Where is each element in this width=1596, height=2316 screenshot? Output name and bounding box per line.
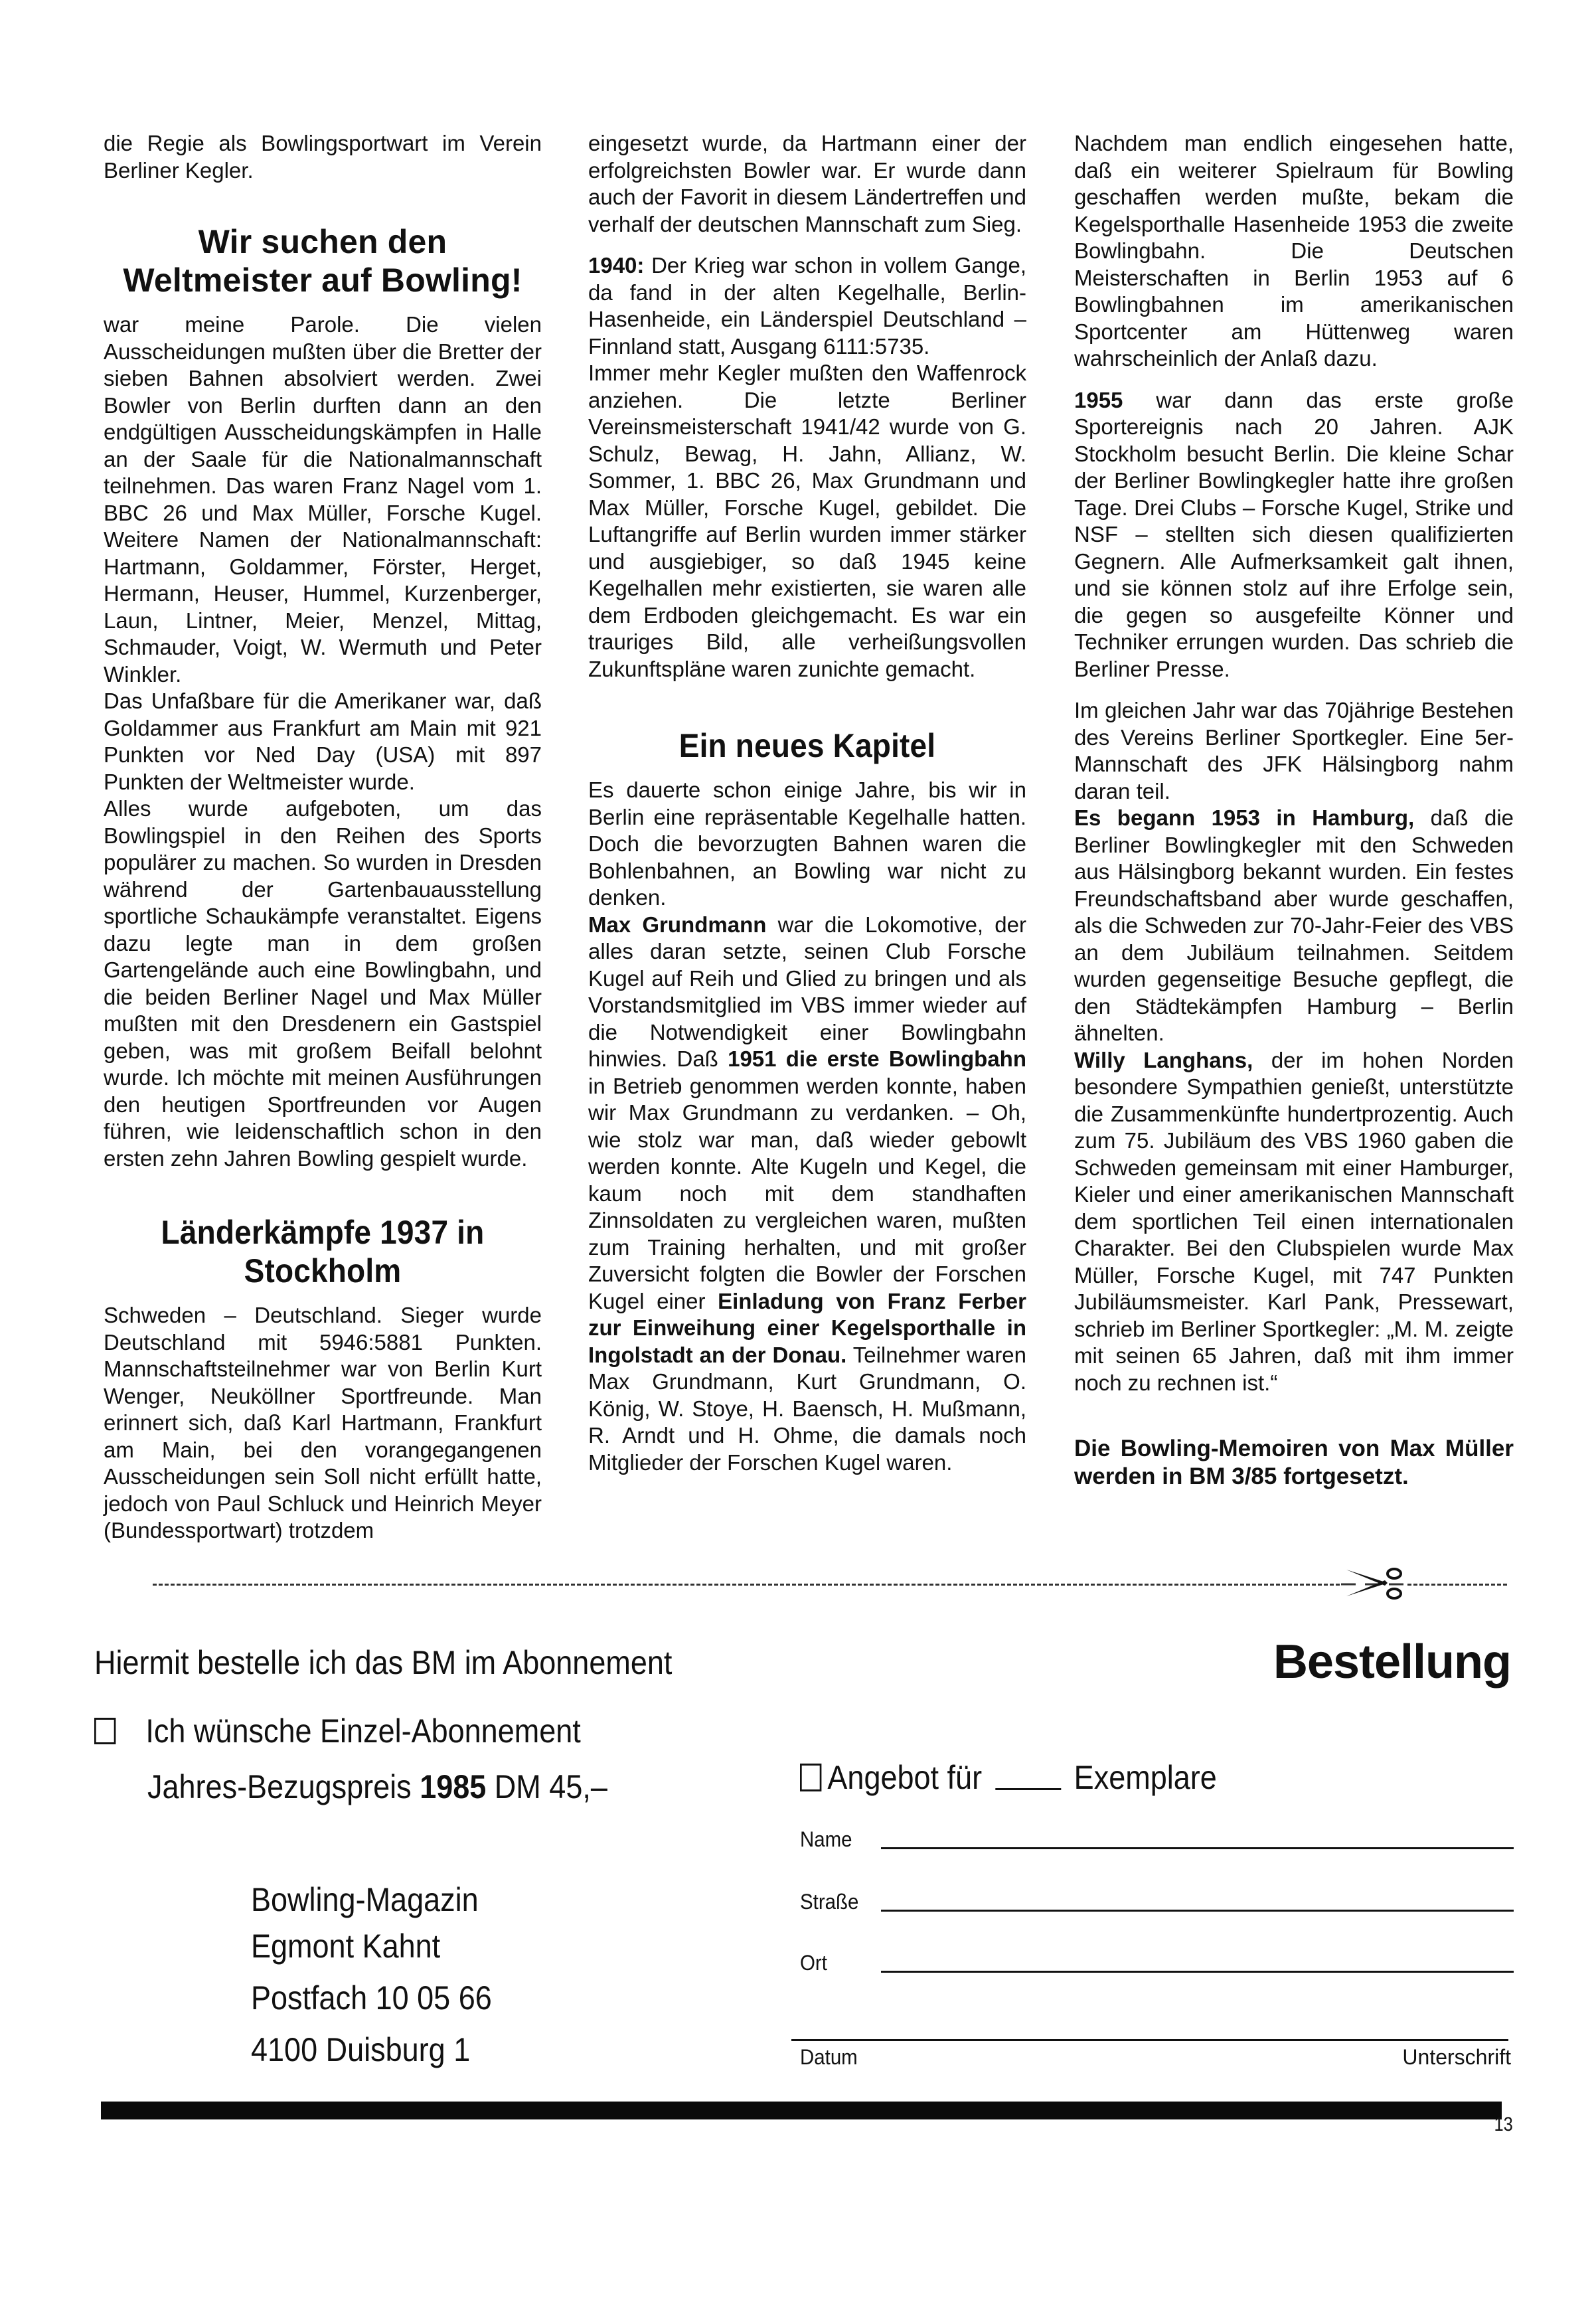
paragraph-1940: 1940: Der Krieg war schon in vollem Gange, da fand in der alten Kegelhalle, Berlin-Hasenheide, ein Länderspiel Deutschland – Finnland statt, Ausgang 6111:5735.: [588, 253, 1026, 359]
paragraph-grundmann: Max Grundmann war die Lokomotive, der alles daran setzte, seinen Club Forsche Kugel auf Reih und Glied zu bringen und als Vorstandsmitglied im VBS immer wieder auf die Notwendigkeit einer Bowlingbahn hinwies. Daß 1951 die erste Bowlingbahn in Betrieb genommen werden konnte, haben wir Max Grundmann zu verdanken. – Oh, wie stolz war man, daß wieder gebowlt werden konnte. Alte Kugeln und Kegel, die kaum noch mit dem standhaften Zinnsoldaten zu vergleichen waren, mußten zum Training herhalten, und mit großer Zuversicht folgten die Bowler der Forschen Kugel einer Einladung von Franz Ferber zur Einweihung einer Kegelsporthalle in Ingolstadt an der Donau. Teilnehmer waren Max Grundmann, Kurt Grundmann, O. König, W. Stoye, H. Baensch, H. Mußmann, R. Arndt und H. Ohme, die damals noch Mitglieder der Forschen Kugel waren.: [588, 912, 1026, 1475]
article-column-2: [588, 130, 1026, 1476]
single-subscription-label: Ich wünsche Einzel-Abonnement: [145, 1712, 581, 1750]
article-column-1: [104, 130, 542, 1544]
annual-price: Jahres-Bezugspreis 1985 DM 45,–: [147, 1768, 607, 1805]
checkbox-single-subscription[interactable]: [94, 1718, 116, 1744]
city-field[interactable]: Ort: [800, 1951, 1514, 1975]
order-heading: Bestellung: [1273, 1635, 1511, 1689]
article-column-3: [1074, 130, 1514, 1491]
order-title: Hiermit bestelle ich das BM im Abonnement: [94, 1644, 673, 1681]
single-subscription-option[interactable]: [94, 1712, 581, 1750]
section-heading-neues-kapitel: Ein neues Kapitel: [678, 727, 936, 764]
intro-text: die Regie als Bowlingsportwart im Verein Berliner Kegler.: [104, 131, 542, 183]
offer-option[interactable]: Angebot für Exemplare: [800, 1758, 1217, 1797]
cut-line: [153, 1584, 1507, 1586]
signature-line[interactable]: [791, 2039, 1508, 2041]
section-heading-weltmeister: Wir suchen den Weltmeister auf Bowling!: [123, 223, 522, 299]
paragraph: Nachdem man endlich eingesehen hatte, daß ein weiterer Spielraum für Bowling geschaffen werden mußte, bekam die Kegelsporthalle Hasenheide 1953 die zweite Bowlingbahn. Die Deutschen Meisterschaften in Berlin 1953 auf 6 Bowlingbahnen im amerikanischen Sportcenter am Hüttenweg waren wahrscheinlich der Anlaß dazu.: [1074, 131, 1514, 371]
name-field[interactable]: Name: [800, 1827, 1514, 1852]
paragraph: Alles wurde aufgeboten, um das Bowlingspiel in den Reihen des Sports populärer zu machen. So wurden in Dresden während der Gartenbauausstellung sportliche Schaukämpfe veranstaltet. Eigens dazu legte man in dem großen Gartengelände auch eine Bowlingbahn, und die beiden Berliner Nagel und Max Müller mußten mit den Dresdenern ein Gastspiel geben, was mit großem Beifall belohnt wurde. Ich möchte mit meinen Ausführungen den heutigen Sportfreunden vor Augen führen, wie leidenschaftlich schon in den ersten zehn Jahren Bowling gespielt wurde.: [104, 796, 542, 1171]
name-input-line[interactable]: [881, 1847, 1514, 1849]
city-input-line[interactable]: [881, 1971, 1514, 1973]
paragraph: Immer mehr Kegler mußten den Waffenrock anziehen. Die letzte Berliner Vereinsmeisterschaft 1941/42 wurde von G. Schulz, Bewag, H. Jahn, Allianz, W. Sommer, 1. BBC 26, Max Grundmann und Max Müller, Forsche Kugel, gebildet. Die Luftangriffe auf Berlin wurden immer stärker und ausgiebiger, so daß 1945 keine Kegelhallen mehr existierten, sie waren alle dem Erdboden gleichgemacht. Es war ein trauriges Bild, alle verheißungsvollen Zukunftspläne waren zunichte gemacht.: [588, 361, 1026, 681]
copies-quantity-field[interactable]: [995, 1788, 1061, 1790]
paragraph-1955: 1955 war dann das erste große Sportereignis nach 20 Jahren. AJK Stockholm besucht Berlin. Die kleine Schar der Berliner Bowlingkegler hatte ihre großen Tage. Drei Clubs – Forsche Kugel, Strike und NSF – stellten sich diesen qualifizierten Gegnern. Alle Aufmerksamkeit galt ihnen, und sie können stolz auf ihre Erfolge sein, die gegen so ausgefeilte Könner und Techniker errungen wurden. Das schrieb die Berliner Presse.: [1074, 387, 1514, 681]
bottom-rule: [101, 2102, 1502, 2119]
scissors-icon: [1341, 1566, 1407, 1603]
street-field[interactable]: Straße: [800, 1890, 1514, 1914]
section-heading-laenderkaempfe: Länderkämpfe 1937 in Stockholm: [161, 1214, 485, 1289]
paragraph: eingesetzt wurde, da Hartmann einer der erfolgreichsten Bowler war. Er wurde dann auch der Favorit in diesem Ländertreffen und verhalf der deutschen Mannschaft zum Sieg.: [588, 131, 1026, 236]
bold-year: 1940:: [588, 253, 645, 278]
paragraph-langhans: Willy Langhans, der im hohen Norden besondere Sympathien genießt, unterstützte die Zusammenkünfte hundertprozentig. Auch zum 75. Jubiläum des VBS 1960 gaben die Schweden gemeinsam mit einer Hamburger, Kieler und einer amerikanischen Mannschaft dem sportlichen Teil einen internationalen Charakter. Bei den Clubspielen wurde Max Müller, Forsche Kugel, mit 747 Punkten Jubiläumsmeister. Karl Pank, Pressewart, schrieb im Berliner Sportkegler: „M. M. zeigte mit seinen 65 Jahren, daß mit ihm immer noch zu rechnen ist.“: [1074, 1047, 1514, 1395]
paragraph: Es dauerte schon einige Jahre, bis wir in Berlin eine repräsentable Kegelhalle hatten. Doch die bevorzugten Bahnen waren die Bohlenbahnen, an Bowling war nicht zu denken.: [588, 778, 1026, 910]
paragraph: war meine Parole. Die vielen Ausscheidungen mußten über die Bretter der sieben Bahnen absolviert werden. Zwei Bowler von Berlin durften dann an den endgültigen Ausscheidungskämpfen in Halle an der Saale für die Nationalmannschaft teilnehmen. Das waren Franz Nagel vom 1. BBC 26 und Max Müller, Forsche Kugel. Weitere Namen der Nationalmannschaft: Hartmann, Goldammer, Förster, Herget, Hermann, Heuser, Hummel, Kurzenberger, Laun, Lintner, Meier, Menzel, Mittag, Schmauder, Voigt, W. Wermuth und Peter Winkler.: [104, 312, 542, 687]
paragraph: Schweden – Deutschland. Sieger wurde Deutschland mit 5946:5881 Punkten. Mannschaftsteilnehmer war von Berlin Kurt Wenger, Neuköllner Sportfreunde. Man erinnert sich, daß Karl Hartmann, Frankfurt am Main, bei den vorangegangenen Ausscheidungen sein Soll nicht erfüllt hatte, jedoch von Paul Schluck und Heinrich Meyer (Bundessportwart) trotzdem: [104, 1303, 542, 1542]
street-input-line[interactable]: [881, 1910, 1514, 1912]
paragraph: Im gleichen Jahr war das 70jährige Bestehen des Vereins Berliner Sportkegler. Eine 5er-Mannschaft des JFK Hälsingborg nahm daran teil.: [1074, 698, 1514, 803]
publisher-address: Bowling-Magazin Egmont Kahnt Postfach 10 05 66 4100 Duisburg 1: [251, 1881, 492, 2068]
date-label: Datum: [800, 2045, 858, 2069]
checkbox-offer[interactable]: [800, 1764, 821, 1791]
continuation-note: Die Bowling-Memoiren von Max Müller werden in BM 3/85 fortgesetzt.: [1074, 1436, 1514, 1489]
paragraph: Das Unfaßbare für die Amerikaner war, daß Goldammer aus Frankfurt am Main mit 921 Punkten vor Ned Day (USA) mit 897 Punkten der Weltmeister wurde.: [104, 689, 542, 794]
paragraph-hamburg: Es begann 1953 in Hamburg, daß die Berliner Bowlingkegler mit den Schweden aus Hälsingborg bekannt wurden. Ein festes Freundschaftsband aber wurde geschaffen, als die Schweden zur 70-Jahr-Feier des VBS an dem Jubiläum teilnahmen. Seitdem wurden gegenseitige Besuche gepflegt, die den Städtekämpfen Hamburg – Berlin ähnelten.: [1074, 805, 1514, 1045]
page-number: 13: [1494, 2113, 1513, 2135]
signature-label: Unterschrift: [1402, 2045, 1511, 2069]
